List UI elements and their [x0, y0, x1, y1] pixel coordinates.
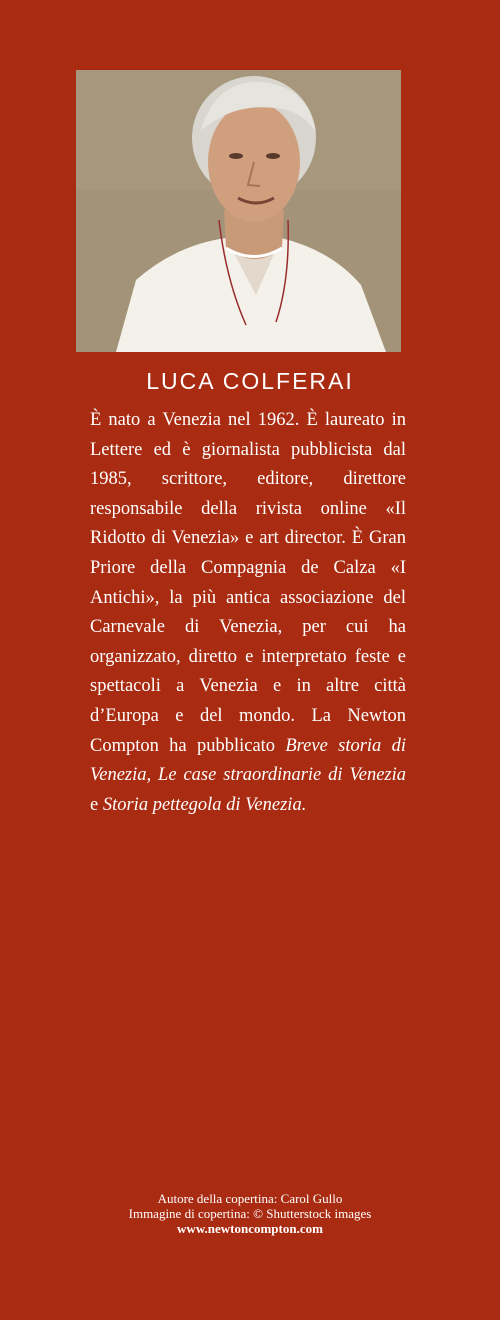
cover-image-credit: Immagine di copertina: © Shutterstock images — [128, 1206, 372, 1221]
book-title-1: Breve storia di Venezia, Le case straordinarie di Venezia — [90, 735, 406, 786]
credits — [0, 1191, 500, 1236]
bio-conjunction: e — [90, 794, 103, 815]
book-title-2: Storia pettegola di Venezia. — [102, 794, 307, 815]
bio-text: È nato a Venezia nel 1962. È laureato in Lettere ed è giornalista pubblicista dal 1985, scrittore, editore, direttore responsabile della rivista online «Il Ridotto di Venezia» e art director. È Gran Priore della Compagnia de Calza «I Antichi», la più antica associazione del Carnevale di Venezia, per cui ha organizzato, diretto e interpretato feste e spettacoli a Venezia e in altre città d’Europa e del mondo. La Newton Compton ha pubblicato — [90, 410, 406, 756]
cover-author-credit: Autore della copertina: Carol Gullo — [157, 1191, 343, 1206]
author-biography — [90, 406, 406, 820]
publisher-website: www.newtoncompton.com — [177, 1221, 323, 1236]
author-name: LUCA COLFERAI — [146, 368, 354, 394]
author-photo — [76, 70, 401, 352]
author-portrait-illustration — [76, 70, 401, 352]
